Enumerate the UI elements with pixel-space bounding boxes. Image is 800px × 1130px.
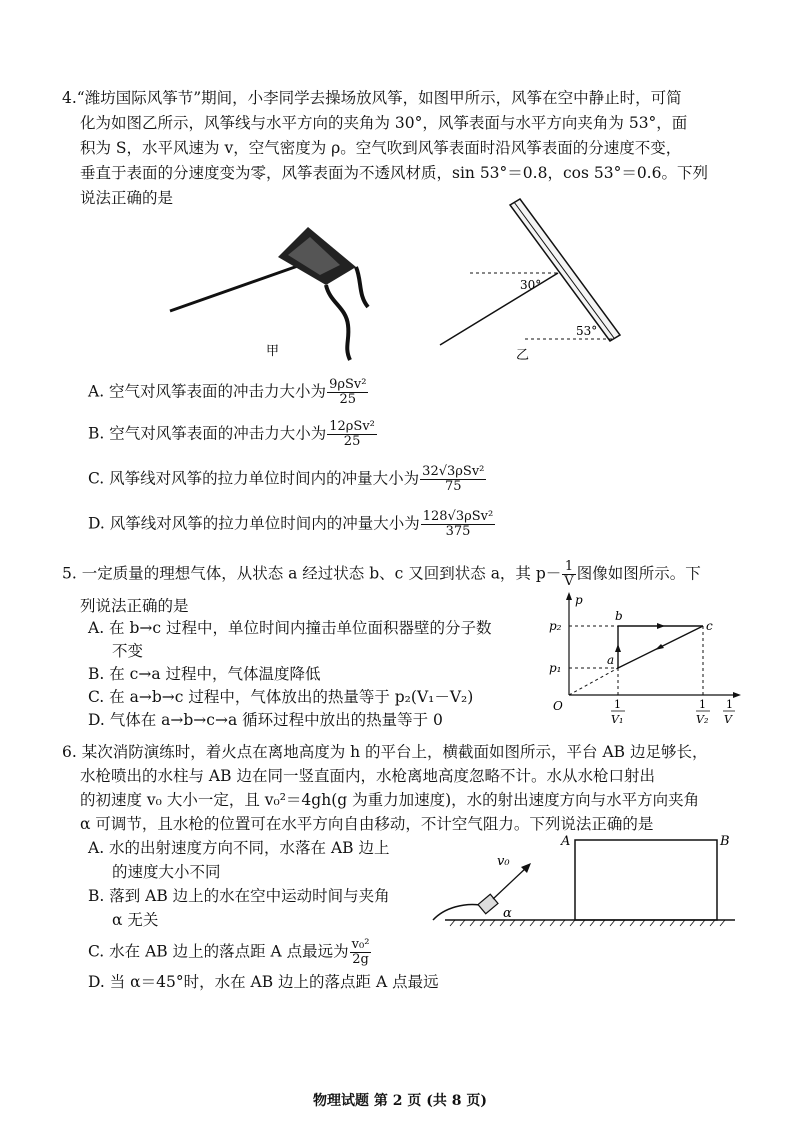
q4-line-5: 说法正确的是	[80, 189, 174, 207]
q4-line-3: 积为 S，水平风速为 v，空气密度为 ρ。空气吹到风筝表面时沿风筝表面的分速度不变，	[80, 139, 682, 157]
water-hose	[433, 905, 480, 920]
q4-option-d: D. 风筝线对风筝的拉力单位时间内的冲量大小为 $\frac{\text{128√3ρSv²}}{375}$	[88, 509, 494, 539]
fig-yi-label: 乙	[516, 348, 530, 363]
kite-plate	[510, 199, 620, 341]
q4-option-b: B. 空气对风筝表面的冲击力大小为 $\frac{\text{12ρSv²}}{25}$	[88, 419, 375, 449]
q6-line-3: 的初速度 v₀ 大小一定，且 v₀²＝4gh(g 为重力加速度)，水的射出速度方向与水平方向夹角	[80, 791, 700, 809]
platform-corner-a: A	[561, 834, 571, 849]
platform-rect	[575, 840, 717, 920]
kite-figure-jia	[160, 215, 390, 375]
graph-x2-num: 1	[699, 698, 706, 711]
graph-origin-label: O	[553, 699, 563, 713]
graph-x2-den: V₂	[696, 713, 709, 726]
platform-corner-b: B	[720, 834, 730, 849]
graph-x1-den: V₁	[611, 713, 624, 726]
graph-x1-num: 1	[614, 698, 621, 711]
q4-line-1: 4.“潍坊国际风筝节”期间，小李同学去操场放风筝，如图甲所示，风筝在空中静止时，可简	[62, 89, 682, 107]
q4-option-a: A. 空气对风筝表面的冲击力大小为 $\frac{\text{9ρSv²}}{25}$	[88, 377, 367, 407]
q4-b-fraction: $\frac{\text{12ρSv²}}{25}$	[329, 419, 375, 449]
q6-line-4: α 可调节，且水枪的位置可在水平方向自由移动，不计空气阻力。下列说法正确的是	[80, 815, 654, 833]
graph-p1-label: p₁	[549, 661, 562, 675]
graph-p-label: p	[575, 593, 583, 607]
kite-diagram-yi	[430, 195, 650, 365]
q5-inverse-v: $\frac{1}{V}$	[564, 559, 574, 589]
q5-p-inverse-v-graph	[545, 590, 745, 735]
graph-p2-label: p₂	[549, 619, 562, 633]
graph-point-b: b	[615, 609, 623, 623]
graph-point-c: c	[706, 619, 713, 633]
q6-line-2: 水枪喷出的水柱与 AB 边在同一竖直面内，水枪离地高度忽略不计。水从水枪口射出	[80, 767, 655, 785]
graph-x3-num: 1	[726, 698, 733, 711]
q6-option-a-2: 的速度大小不同	[112, 863, 221, 881]
q4-line-2: 化为如图乙所示，风筝线与水平方向的夹角为 30°，风筝表面与水平方向夹角为 53°，面	[80, 114, 688, 132]
q5-line-1: 5. 一定质量的理想气体，从状态 a 经过状态 b、c 又回到状态 a，其 p－ $\frac{1}{V}$ 图像如图所示。下	[62, 559, 701, 589]
alpha-label: α	[503, 906, 512, 921]
q6-option-b-2: α 无关	[112, 911, 159, 929]
q6-option-b-1: B. 落到 AB 边上的水在空中运动时间与夹角	[88, 887, 390, 905]
q4-option-c: C. 风筝线对风筝的拉力单位时间内的冲量大小为 $\frac{\text{32√3ρSv²}}{75}$	[88, 464, 485, 494]
q4-c-fraction: $\frac{\text{32√3ρSv²}}{75}$	[422, 464, 485, 494]
q6-c-fraction: $\frac{\text{v₀²}}{2g}$	[351, 937, 370, 967]
q6-line-1: 6. 某次消防演练时，着火点在离地高度为 h 的平台上，横截面如图所示，平台 AB 边足够长，	[62, 743, 708, 761]
angle-53-label: 53°	[576, 324, 598, 338]
angle-30-label: 30°	[520, 278, 542, 292]
q5-option-c: C. 在 a→b→c 过程中，气体放出的热量等于 p₂(V₁－V₂)	[88, 688, 474, 706]
q5-option-b: B. 在 c→a 过程中，气体温度降低	[88, 665, 321, 683]
q6-option-c: C. 水在 AB 边上的落点距 A 点最远为 $\frac{\text{v₀²}}{2g}$	[88, 937, 370, 967]
graph-x3-den: V	[724, 713, 732, 726]
q4-a-fraction: $\frac{\text{9ρSv²}}{25}$	[329, 377, 367, 407]
q6-option-a-1: A. 水的出射速度方向不同，水落在 AB 边上	[88, 839, 390, 857]
q5-option-a-2: 不变	[112, 642, 144, 660]
q4-d-fraction: $\frac{\text{128√3ρSv²}}{375}$	[422, 509, 494, 539]
v0-label: v₀	[497, 854, 510, 869]
graph-point-a: a	[607, 653, 615, 667]
q6-option-d: D. 当 α＝45°时，水在 AB 边上的落点距 A 点最远	[88, 973, 439, 991]
q6-platform-figure	[425, 825, 745, 935]
q5-line-2: 列说法正确的是	[80, 597, 189, 615]
q5-option-d: D. 气体在 a→b→c→a 循环过程中放出的热量等于 0	[88, 711, 443, 729]
q5-option-a-1: A. 在 b→c 过程中，单位时间内撞击单位面积器壁的分子数	[88, 619, 492, 637]
v0-arrow	[493, 867, 527, 899]
fig-jia-label: 甲	[266, 344, 280, 359]
q4-line-4: 垂直于表面的分速度变为零，风筝表面为不透风材质，sin 53°＝0.8，cos 53°＝0.6。下列	[80, 164, 708, 182]
page-footer: 物理试题 第 2 页 (共 8 页)	[313, 1093, 487, 1109]
